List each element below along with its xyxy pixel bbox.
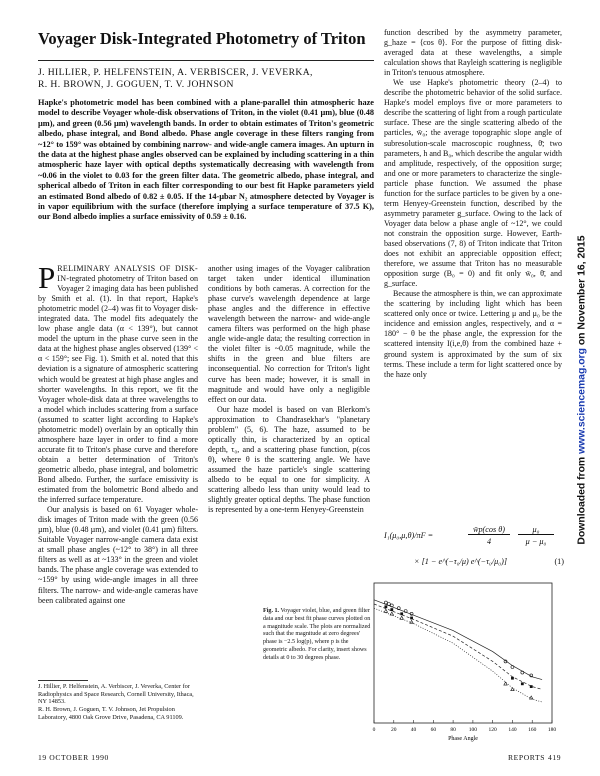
- paragraph: Our analysis is based on 61 Voyager whole-disk images of Triton made with the green (0.56 µm), blue (0.48 µm), and violet (0.41 µm) filters. Suitable Voyager narrow-angle camera data exist at small phase angles (~12° to 38°) in all three filters as well as at ~133° in the green and violet bands. The phase angle coverage was extended to ~159° by using wide-angle images in all three filters. The narrow- and wide-angle cameras have been calibrated against one: [38, 505, 198, 605]
- x-tick-label: 180: [547, 727, 557, 733]
- data-point: [400, 616, 403, 619]
- equation-lhs: I₁(μ₀,μ,θ)/πF =: [384, 531, 434, 540]
- column-1: [38, 260, 198, 606]
- equation-number: (1): [554, 557, 564, 566]
- page-title: Voyager Disk-Integrated Photometry of Triton: [38, 29, 366, 48]
- data-point: [511, 677, 514, 680]
- paragraph: another using images of the Voyager calibration target taken under identical illumination conditions by both cameras. A correction for the phase curve's wavelength dependence at large phase angles and the difference in effective wavelength between the narrow- and wide-angle camera filters was performed on the high phase angle wide-angle data; the resulting correction in the violet filter is ~0.05 magnitude, while the shifts in the green and blue filters are inconsequential. No correction for Triton's light curve has been made; however, it is small in magnitude and would have only a negligible effect on our data.: [208, 264, 370, 404]
- data-point: [387, 603, 390, 606]
- x-tick-label: 40: [410, 727, 417, 733]
- x-tick-label: 80: [450, 727, 456, 733]
- paragraph: We use Hapke's photometric theory (2–4) to describe the photometric behavior of the solid surface. Hapke's model employs five or more parameters to describe the scattering of light from a rough particulate surface. These are the single scattering albedo of the particles, w̄₀; the average topographic slope angle of subresolution-scale macroscopic roughness, θ̄; two parameters, h and B₀, which describe the angular width and amplitude, respectively, of the opposition surge; and one or more parameters to characterize the single-particle phase function. We assumed the phase function for the surface particles to be given by a one-term Henyey-Greenstein function, described by the asymmetry parameter g_surface. Owing to the lack of Voyager data below a phase angle of ~12°, we could not constrain the opposition surge. However, Earth-based observations (7, 8) of Triton indicate that Triton does not exhibit an appreciable opposition effect; therefore, we assume that Triton has no measurable opposition surge (B₀ = 0) and fit only w̄₀, θ̄, and g_surface.: [384, 78, 562, 289]
- paragraph-text: tegrated photometry of Triton based on Voyager 2 imaging data has been published by Smith et al. (1). In that report, Hapke's photometric model (2–4) was fit to Voyager disk-integrated data. The model fits adequately the low phase angle data (α < 139°), but cannot model the upturn in the phase curve seen in the data at the highest phase angles observed (139° < α < 159°; see Fig. 1). Smith et al. noted that this deviation is a signature of atmospheric scattering which would be greatest at high phase angles and shorter wavelengths. In this report, we fit the Voyager whole-disk data at three wavelengths to a model which includes scattering from a surface (assumed to scatter light according to Hapke's photometric model) overlain by an optically thin atmosphere haze layer in order to find a more accurate fit to Triton's phase curve and therefore obtain a better determination of Triton's geometric albedo, phase integral, and bolometric Bond albedo. Further, the surface emissivity is estimated from the bolometric Bond albedo and the inferred surface temperature.: [38, 274, 198, 505]
- drop-cap: P: [38, 260, 56, 295]
- affiliations: [38, 683, 198, 722]
- data-point: [384, 605, 387, 608]
- banner-suffix: on November 16, 2015: [576, 235, 588, 349]
- page-number: 419: [548, 753, 562, 762]
- data-point: [384, 601, 387, 604]
- x-tick-label: 0: [372, 727, 376, 733]
- fit-curve: [374, 608, 542, 702]
- figure-label: Fig. 1.: [263, 608, 280, 614]
- equation-line-2: × [1 − e^(−τ₀/μ) e^(−τ₀/μ₀)]: [414, 557, 508, 566]
- sciencemag-link[interactable]: www.sciencemag.org: [576, 348, 588, 454]
- paragraph: function described by the asymmetry parameter, g_haze = ⟨cos θ⟩. For the purpose of fitting disk-averaged data at these wavelengths, a simple calculation shows that Rayleigh scattering is negligible in Triton's tenuous atmosphere.: [384, 28, 562, 78]
- x-tick-label: 160: [528, 727, 537, 733]
- banner-prefix: Downloaded from: [576, 453, 588, 545]
- lead-in: RELIMINARY ANALYSIS OF DISK-IN-: [57, 264, 198, 284]
- column-2: [208, 264, 370, 515]
- footer-section: REPORTS: [508, 753, 546, 762]
- x-tick-label: 20: [391, 727, 397, 733]
- data-point: [410, 617, 413, 620]
- affiliation: J. Hillier, P. Helfenstein, A. Verbiscer, J. Veverka, Center for Radiophysics and Space Research, Cornell University, Ithaca, NY 14853.: [38, 683, 194, 706]
- data-point: [521, 682, 524, 685]
- affiliation: R. H. Brown, J. Goguen, T. V. Johnson, Jet Propulsion Laboratory, 4800 Oak Grove Drive, Pasadena, CA 91109.: [38, 706, 184, 721]
- data-point: [390, 608, 393, 611]
- data-point: [504, 682, 507, 685]
- author-line: R. H. BROWN, J. GOGUEN, T. V. JOHNSON: [38, 79, 234, 90]
- x-tick-label: 140: [508, 727, 517, 733]
- author-list: [38, 67, 378, 91]
- x-tick-label: 100: [468, 727, 478, 733]
- plot-frame: [374, 583, 552, 723]
- paragraph: [38, 260, 198, 505]
- column-3: [384, 28, 562, 380]
- equation-numerator: w̄p(cos θ): [468, 525, 510, 535]
- equation-denominator: μ − μ₀: [525, 537, 547, 546]
- paragraph: Because the atmosphere is thin, we can approximate the scattering by including light which has been scattered only once or twice. Lettering μ and μ₀ be the incidence and emission angles, respectively, and α = 180° − θ be the phase angle, the expression for the scattered intensity I(i,e,θ) from the combined haze + ground system is approximated by the sum of six terms. These include a term for light scattered once by the haze only: [384, 289, 562, 379]
- abstract: Hapke's photometric model has been combined with a plane-parallel thin atmospheric haze model to describe Voyager whole-disk observations of Triton, in the violet (0.41 µm), blue (0.48 µm), and green (0.56 µm) wavelength bands. In order to obtain estimates of Triton's geometric albedo, phase integral, and Bond albedo. Phase angle coverage in these filters ranging from ~12° to 159° was obtained by combining narrow- and wide-angle camera images. An upturn in the data at the highest phase angles observed can be explained by including scattering in a thin atmospheric haze layer with optical depths systematically decreasing with wavelength from ~0.06 in the violet to 0.03 for the green filter data. The geometric albedo, phase integral, and spherical albedo of Triton in each filter corresponding to our best fit Hapke parameters yield an estimated Bond albedo of 0.82 ± 0.05. If the 14-µbar N₂ atmosphere detected by Voyager is in vapor equilibrium with the surface (therefore implying a surface temperature of 37.5 K), our Bond albedo implies a surface emissivity of 0.59 ± 0.16.: [38, 98, 374, 222]
- title-rule: [38, 60, 374, 61]
- data-point: [390, 612, 393, 615]
- equation-numerator: μ₀: [518, 525, 554, 535]
- footer-date: 19 OCTOBER 1990: [38, 753, 109, 762]
- equation-1: [384, 525, 564, 571]
- caption-text: Voyager violet, blue, and green filter data and our best fit phase curves plotted on a magnitude scale. The plots are normalized such that the magnitude at zero degrees' phase is −2.5 log(p), where p is the geometric albedo. For clarity, insert shows details at 0 to 30 degrees phase.: [263, 608, 371, 661]
- data-point: [530, 685, 533, 688]
- download-banner: [571, 40, 593, 740]
- data-point: [400, 612, 403, 615]
- equation-denominator: 4: [486, 537, 492, 546]
- phase-curve-chart: [352, 575, 562, 743]
- author-line: J. HILLIER, P. HELFENSTEIN, A. VERBISCER, J. VEVERKA,: [38, 67, 313, 78]
- x-axis-label: Phase Angle: [448, 736, 478, 742]
- paragraph: Our haze model is based on van Blerkom's approximation to Chandrasekhar's "planetary problem" (5, 6). The haze, assumed to be optically thin, is characterized by an optical depth, τ₀, and a scattering phase function, p(cos θ), where θ is the scattering angle. We have assumed the haze particle's single scattering albedo to be equal to one for simplicity. A scattering albedo less than unity would lead to slightly greater optical depths. The phase function is represented by a one-term Henyey-Greenstein: [208, 404, 370, 515]
- data-point: [511, 688, 514, 691]
- x-tick-label: 60: [430, 727, 437, 733]
- x-tick-label: 120: [488, 727, 497, 733]
- data-point: [384, 609, 387, 612]
- affiliation-rule: [38, 680, 88, 681]
